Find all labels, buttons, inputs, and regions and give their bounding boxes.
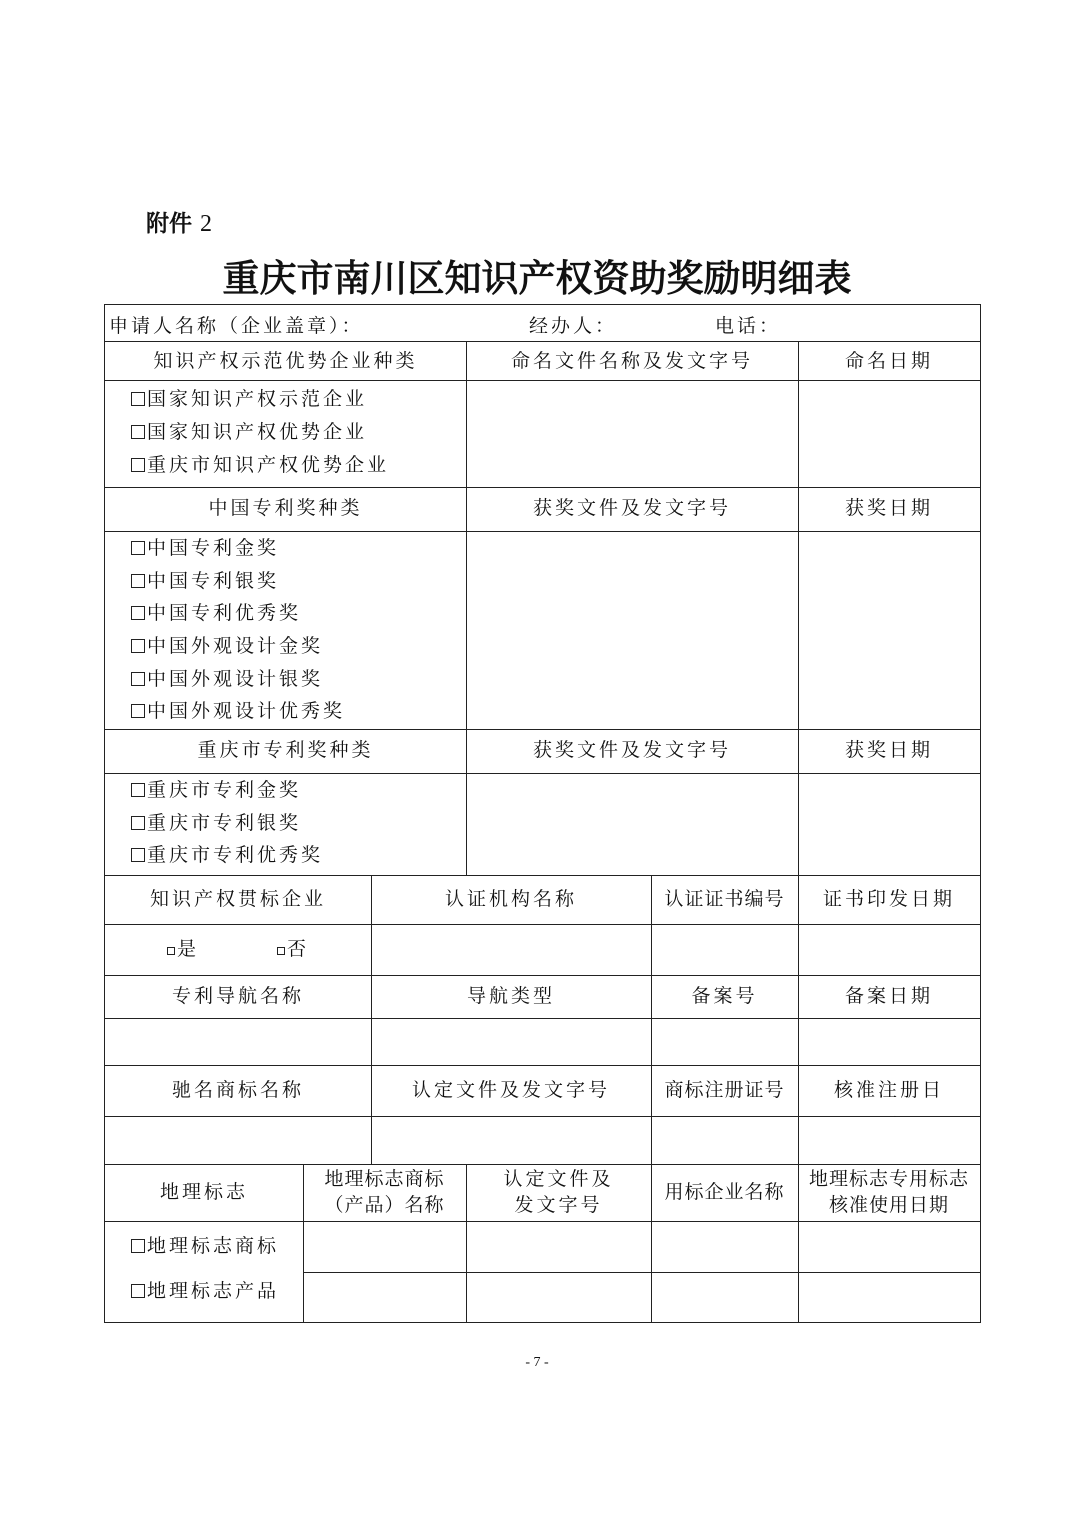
s4-header-cert-date: 证书印发日期 — [822, 888, 955, 910]
s5-header-type: 导航类型 — [466, 985, 555, 1007]
checkbox-icon[interactable] — [131, 606, 145, 620]
checkbox-icon[interactable] — [131, 425, 145, 439]
checkbox-icon[interactable] — [131, 574, 145, 588]
s3-option-2[interactable]: 重庆市专利银奖 — [131, 810, 301, 836]
checkbox-icon[interactable] — [131, 541, 145, 555]
s6-header-reg-date: 核准注册日 — [833, 1079, 944, 1101]
s7-header-doc-line1: 认定文件及 — [503, 1168, 614, 1190]
s6-header-doc: 认定文件及发文字号 — [411, 1079, 610, 1101]
checkbox-icon[interactable] — [167, 947, 175, 955]
s1-header-date: 命名日期 — [844, 350, 933, 372]
checkbox-icon[interactable] — [131, 704, 145, 718]
s2-option-6[interactable]: 中国外观设计优秀奖 — [131, 698, 345, 724]
s1-option-2[interactable]: 国家知识产权优势企业 — [131, 419, 367, 445]
checkbox-icon[interactable] — [277, 947, 285, 955]
s2-header-type: 中国专利奖种类 — [208, 497, 363, 519]
page-number: - 7 - — [525, 1355, 549, 1370]
s4-no-option[interactable]: 否 — [277, 936, 309, 962]
s4-header-enterprise: 知识产权贯标企业 — [149, 888, 326, 910]
s1-option-1[interactable]: 国家知识产权示范企业 — [131, 386, 367, 412]
s6-header-reg-no: 商标注册证号 — [664, 1079, 785, 1101]
s6-header-name: 驰名商标名称 — [171, 1079, 304, 1101]
s1-option-3[interactable]: 重庆市知识产权优势企业 — [131, 452, 389, 478]
s3-header-type: 重庆市专利奖种类 — [197, 739, 374, 761]
s7-header-mark-line2: （产品）名称 — [324, 1194, 445, 1216]
attachment-word: 附件 — [146, 211, 192, 237]
checkbox-icon[interactable] — [131, 639, 145, 653]
s2-option-3[interactable]: 中国专利优秀奖 — [131, 600, 301, 626]
s2-option-1[interactable]: 中国专利金奖 — [131, 535, 279, 561]
s3-option-3[interactable]: 重庆市专利优秀奖 — [131, 842, 323, 868]
s7-header-doc-line2: 发文字号 — [514, 1194, 603, 1216]
s2-option-4[interactable]: 中国外观设计金奖 — [131, 633, 323, 659]
handler-label: 经办人： — [529, 315, 618, 337]
detail-table — [104, 304, 981, 1323]
s7-header-geo: 地理标志 — [159, 1181, 248, 1203]
s1-header-doc: 命名文件名称及发文字号 — [510, 350, 753, 372]
s7-option-2[interactable]: 地理标志产品 — [131, 1278, 279, 1304]
checkbox-icon[interactable] — [131, 783, 145, 797]
checkbox-icon[interactable] — [131, 848, 145, 862]
s7-option-1[interactable]: 地理标志商标 — [131, 1233, 279, 1259]
s5-header-record-date: 备案日期 — [844, 985, 933, 1007]
checkbox-icon[interactable] — [131, 672, 145, 686]
checkbox-icon[interactable] — [131, 458, 145, 472]
phone-label: 电话： — [715, 315, 782, 337]
checkbox-icon[interactable] — [131, 816, 145, 830]
page-title: 重庆市南川区知识产权资助奖励明细表 — [222, 256, 852, 300]
checkbox-icon[interactable] — [131, 1239, 145, 1253]
attachment-number: 2 — [200, 211, 213, 237]
s4-header-agency: 认证机构名称 — [444, 888, 577, 910]
s4-header-cert-no: 认证证书编号 — [664, 888, 785, 910]
s1-header-type: 知识产权示范优势企业种类 — [153, 350, 418, 372]
s7-header-mark-line1: 地理标志商标 — [324, 1168, 445, 1190]
applicant-name-label: 申请人名称（企业盖章）： — [109, 315, 364, 337]
s5-header-record-no: 备案号 — [691, 985, 758, 1007]
s3-header-date: 获奖日期 — [844, 739, 933, 761]
s5-header-name: 专利导航名称 — [171, 985, 304, 1007]
checkbox-icon[interactable] — [131, 392, 145, 406]
s7-header-symbol-line2: 核准使用日期 — [828, 1194, 949, 1216]
s7-header-enterprise: 用标企业名称 — [664, 1181, 785, 1203]
s3-header-doc: 获奖文件及发文字号 — [532, 739, 731, 761]
s2-header-doc: 获奖文件及发文字号 — [532, 497, 731, 519]
s2-option-5[interactable]: 中国外观设计银奖 — [131, 666, 323, 692]
attachment-label — [146, 205, 212, 238]
s7-header-symbol-line1: 地理标志专用标志 — [808, 1168, 969, 1190]
s4-yes-option[interactable]: 是 — [167, 936, 199, 962]
s2-option-2[interactable]: 中国专利银奖 — [131, 568, 279, 594]
s2-header-date: 获奖日期 — [844, 497, 933, 519]
s3-option-1[interactable]: 重庆市专利金奖 — [131, 777, 301, 803]
checkbox-icon[interactable] — [131, 1284, 145, 1298]
